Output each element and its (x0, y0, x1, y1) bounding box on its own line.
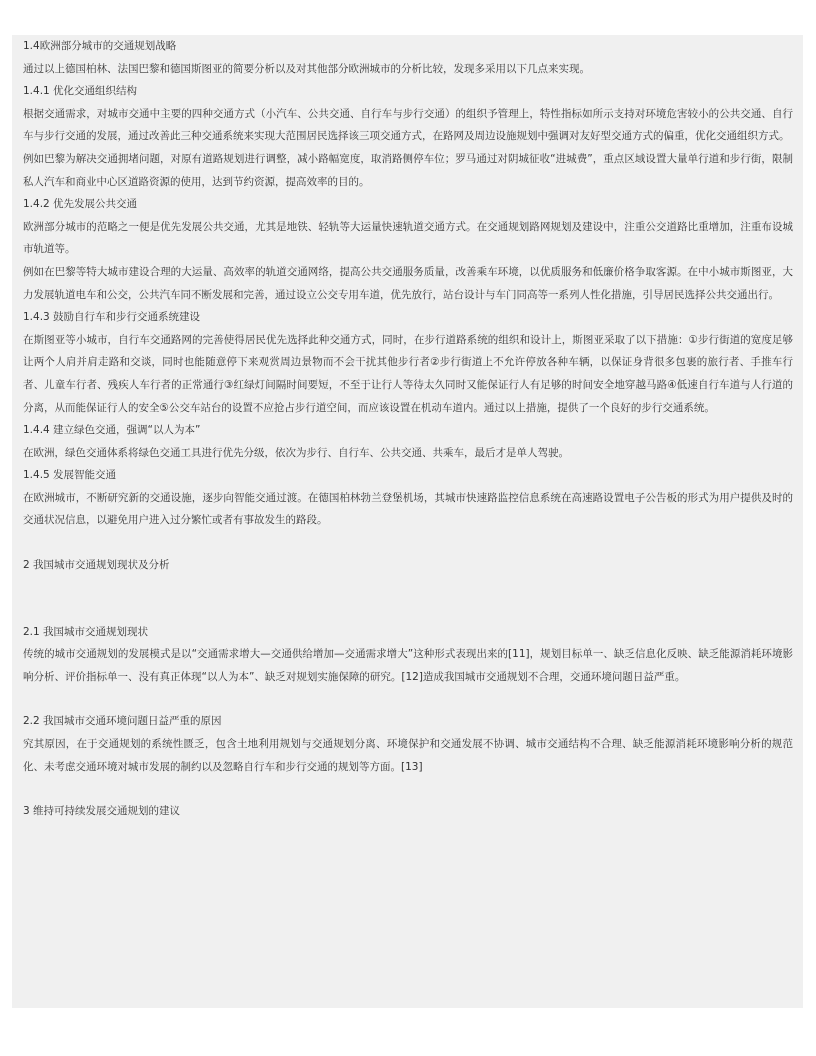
subsection-heading: 1.4.5 发展智能交通 (23, 469, 117, 482)
section-heading: 2.1 我国城市交通规划现状 (23, 625, 149, 638)
spacer (23, 688, 793, 710)
subsection-heading: 1.4.1 优化交通组织结构 (23, 85, 138, 98)
document-content (23, 35, 793, 823)
section-heading: 1.4欧洲部分城市的交通规划战略 (23, 40, 177, 52)
paragraph: 在欧洲，绿色交通体系将绿色交通工具进行优先分级，依次为步行、自行车、公共交通、共乘车，最后才是单人驾驶。 (23, 446, 569, 459)
paragraph: 在斯图亚等小城市，自行车交通路网的完善使得居民优先选择此种交通方式，同时，在步行道路系统的组织和设计上，斯图亚采取了以下措施：①步行街道的宽度足够让两个人肩并肩走路和交谈，同时也能随意停下来观赏周边景物而不会干扰其他步行者②步行街道上不允许停放各种车辆，以保证身背很多包裹的旅行者、手推车行者、儿童车行者、残疾人车行者的正常通行③红绿灯间隔时间要短，不至于让行人等待太久同时又能保证行人有足够的时间安全地穿越马路④低速自行车道与人行道的分离，从而能保证行人的安全⑤公交车站台的设置不应抢占步行道空间，而应该设置在机动车道内。通过以上措施，提供了一个良好的步行交通系统。 (23, 333, 793, 414)
subsection-heading: 1.4.2 优先发展公共交通 (23, 198, 138, 211)
spacer (23, 577, 793, 599)
paragraph: 在欧洲城市，不断研究新的交通设施，逐步向智能交通过渡。在德国柏林勃兰登堡机场，其城市快速路监控信息系统在高速路设置电子公告板的形式为用户提供及时的交通状况信息，以避免用户进入过分繁忙或者有事故发生的路段。 (23, 491, 793, 527)
paragraph: 根据交通需求，对城市交通中主要的四种交通方式（小汽车、公共交通、自行车与步行交通）的组织予管理上，特性指标如所示支持对环境危害较小的公共交通、自行车与步行交通的发展，通过改善此三种交通系统来实现大范围居民选择该三项交通方式，在路网及周边设施规划中强调对友好型交通方式的偏重，优化交通组织方式。 (23, 107, 793, 143)
paragraph: 究其原因，在于交通规划的系统性匮乏，包含土地利用规划与交通规划分离、环境保护和交通发展不协调、城市交通结构不合理、缺乏能源消耗环境影响分析的规范化、未考虑交通环境对城市发展的制约以及忽略自行车和步行交通的规划等方面。[13] (23, 738, 793, 773)
document-page (12, 35, 803, 1008)
spacer (23, 599, 793, 621)
paragraph: 通过以上德国柏林、法国巴黎和德国斯图亚的简要分析以及对其他部分欧洲城市的分析比较，发现多采用以下几点来实现。 (23, 62, 590, 75)
spacer (23, 532, 793, 554)
paragraph: 欧洲部分城市的范略之一便是优先发展公共交通，尤其是地铁、轻轨等大运量快速轨道交通方式。在交通规划路网规划及建设中，注重公交道路比重增加，注重布设城市轨道等。 (23, 220, 793, 256)
section-heading: 2.2 我国城市交通环境问题日益严重的原因 (23, 715, 222, 728)
chapter-heading: 3 维持可持续发展交通规划的建议 (23, 805, 181, 818)
chapter-heading: 2 我国城市交通规划现状及分析 (23, 559, 170, 572)
paragraph: 例如在巴黎等特大城市建设合理的大运量、高效率的轨道交通网络，提高公共交通服务质量，改善乘车环境，以优质服务和低廉价格争取客源。在中小城市斯图亚，大力发展轨道电车和公交，公共汽车同不断发展和完善，通过设立公交专用车道，优先放行，站台设计与车门同高等一系列人性化措施，引导居民选择公共交通出行。 (23, 265, 793, 301)
paragraph: 传统的城市交通规划的发展模式是以“交通需求增大—交通供给增加—交通需求增大”这种形式表现出来的[11]，规划目标单一、缺乏信息化反映、缺乏能源消耗环境影响分析、评价指标单一、没有真正体现“以人为本”、缺乏对规划实施保障的研究。[12]造成我国城市交通规划不合理，交通环境问题日益严重。 (23, 648, 793, 683)
subsection-heading: 1.4.4 建立绿色交通，强调“以人为本” (23, 424, 201, 437)
paragraph: 例如巴黎为解决交通拥堵问题，对原有道路规划进行调整，减小路幅宽度，取消路侧停车位；罗马通过对阴城征收“进城费”，重点区域设置大量单行道和步行街，限制私人汽车和商业中心区道路资源的使用，达到节约资源，提高效率的目的。 (23, 152, 793, 188)
subsection-heading: 1.4.3 鼓励自行车和步行交通系统建设 (23, 311, 201, 324)
spacer (23, 778, 793, 800)
